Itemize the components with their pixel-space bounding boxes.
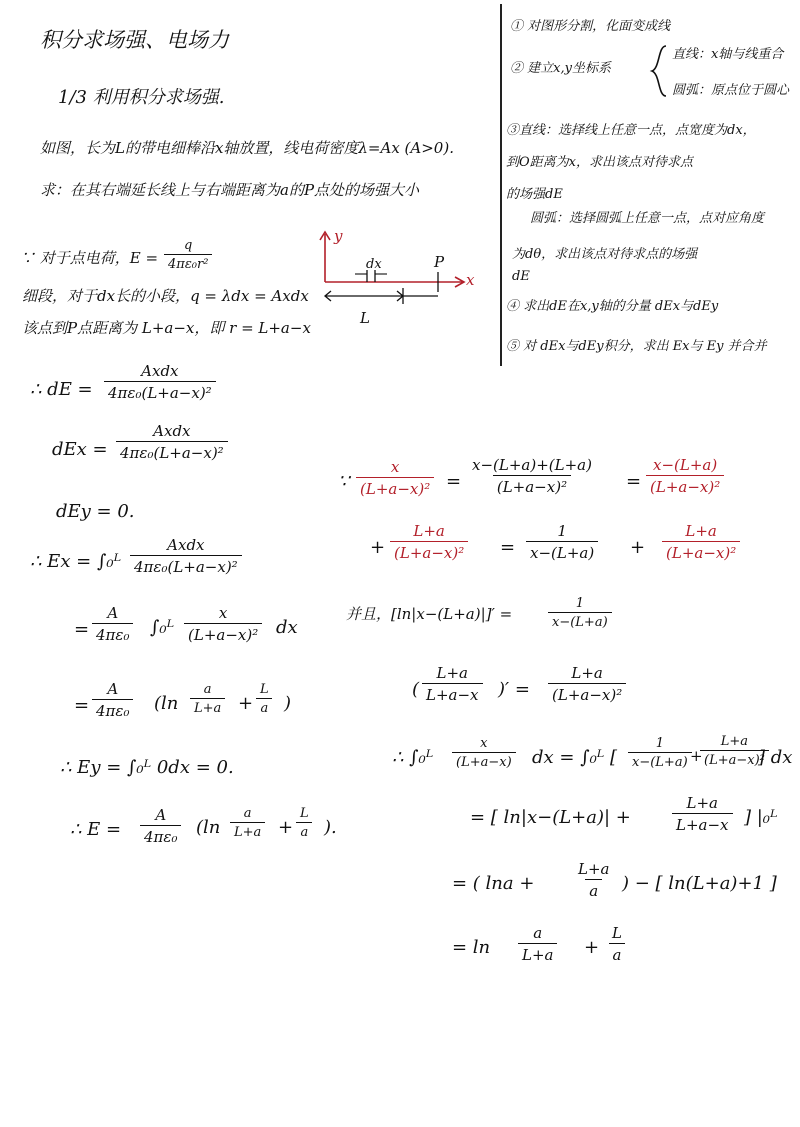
solution-line-1: ∵ 对于点电荷，E =	[20, 249, 159, 267]
method-step-3a: ③直线：选择线上任意一点，点宽度为dx，	[506, 123, 756, 138]
solution-line-2: 细段，对于dx长的小段，q = λdx = Axdx	[22, 287, 309, 305]
deriv-r4-fraction: $\frac{L+a}{L+a-x}$	[422, 664, 483, 704]
deriv-r3: 并且，[ln|x−(L+a)|]′ =	[346, 605, 513, 623]
Ex3-plus: +	[238, 693, 254, 714]
Ex-fraction: Axdx 4πε₀(L+a−x)²	[130, 536, 242, 576]
method-step-2: ② 建立x,y坐标系	[510, 61, 611, 76]
dEy-line: dEy = 0.	[56, 501, 135, 522]
deriv-r6-tail: ] |₀ᴸ	[744, 807, 778, 828]
method-step-4: ④ 求出dE在x,y轴的分量 dEx与dEy	[506, 299, 719, 314]
dE-lhs: ∴ dE =	[30, 379, 93, 400]
deriv-r4b-fraction: $\frac{L+a}{\text{(L+a−x)²}}$	[548, 664, 626, 704]
deriv-r5-tail: ] dx	[758, 747, 793, 768]
dE-fraction: Axdx 4πε₀(L+a−x)²	[104, 362, 216, 402]
method-step-5: ⑤ 对 dEx与dEy积分，求出 Ex与 Ey 并合并	[506, 339, 767, 354]
deriv-r2-fraction: $\frac{L+a}{\text{(L+a−x)²}}$	[390, 522, 468, 562]
E-ln-fraction: $\frac{a}{L+a}$	[230, 806, 265, 840]
Ex2-coef-fraction: $\frac{A}{\text{4πε₀}}$	[92, 604, 133, 644]
diagram-l-label: L	[360, 309, 370, 327]
deriv-r1-eq2: =	[626, 471, 642, 492]
diagram-y-label: y	[334, 227, 343, 245]
E-L-over-a: $\frac{L}{a}$	[296, 806, 313, 840]
deriv-r2-plus2: +	[630, 537, 646, 558]
Ex3-L-over-a: $\frac{L}{a}$	[256, 682, 273, 716]
Ex3-ln-fraction: $\frac{a}{L+a}$	[190, 682, 225, 716]
column-divider	[500, 4, 502, 366]
method-step-2b: 圆弧：原点位于圆心	[672, 83, 790, 98]
E-close: ).	[324, 817, 337, 838]
dEx-lhs: dEx =	[52, 439, 108, 460]
method-step-3b: 到O距离为x，求出该点对待求点	[506, 155, 693, 170]
diagram-dx-label: dx	[366, 257, 382, 272]
solution-line-3: 该点到P点距离为 L+a−x，即 r = L+a−x	[22, 319, 311, 337]
method-step-3c: 的场强dE	[506, 187, 563, 202]
method-step-3d: 圆弧：选择圆弧上任意一点，点对应角度	[530, 211, 765, 226]
Ex3-close: )	[284, 693, 292, 714]
deriv-r2-eq: =	[500, 537, 516, 558]
method-step-2a: 直线：x轴与线重合	[672, 47, 784, 62]
Ex2-dx: dx	[276, 617, 298, 638]
method-step-3f: dE	[512, 269, 530, 284]
deriv-r2c-fraction: $\frac{L+a}{\text{(L+a−x)²}}$	[662, 522, 740, 562]
deriv-r8b-fraction: $\frac{L}{a}$	[608, 924, 626, 964]
deriv-r8-plus: +	[584, 937, 600, 958]
deriv-r3-fraction: $\frac{1}{x-(L+a)}$	[548, 596, 612, 630]
method-step-1: ① 对图形分割，化面变成线	[510, 19, 671, 34]
deriv-r7-tail: ) − [ ln(L+a)+1 ]	[622, 873, 777, 894]
diagram-x-label: x	[466, 271, 475, 289]
deriv-r8-fraction: $\frac{a}{L+a}$	[518, 924, 557, 964]
deriv-r7-lhs: = ( lna +	[452, 873, 535, 894]
diagram-p-label: P	[434, 253, 445, 271]
Ex3-eq: =	[74, 695, 90, 716]
problem-line-2: 求：在其右端延长线上与右端距离为a的P点处的场强大小	[40, 181, 420, 199]
deriv-r2b-fraction: $\frac{1}{x-(L+a)}$	[526, 522, 598, 562]
deriv-r5c-fraction: $\frac{L+a}{\text{(L+a−x)²}}$	[700, 734, 769, 768]
Ex3-ln: (ln	[154, 693, 179, 714]
deriv-r6-fraction: $\frac{L+a}{L+a-x}$	[672, 794, 733, 834]
Ex2-integrand-fraction: $\frac{x}{\text{(L+a−x)²}}$	[184, 604, 262, 644]
section-subtitle: 1/3 利用积分求场强.	[58, 87, 225, 108]
point-charge-fraction: $\frac{q}{\text{4πε₀r²}}$	[164, 238, 212, 272]
method-step-3e: 为dθ，求出该点对待求点的场强	[512, 247, 698, 262]
deriv-r5-fraction: $\frac{x}{(L+a-x)}$	[452, 736, 516, 770]
deriv-r1-pre: ∵	[338, 471, 350, 492]
problem-line-1: 如图，长为L的带电细棒沿x轴放置，线电荷密度λ=Ax (A>0).	[40, 139, 454, 157]
deriv-r8-lhs: = ln	[452, 937, 491, 958]
deriv-r1-eq: =	[446, 471, 462, 492]
deriv-r6-lhs: = [ ln|x−(L+a)| +	[470, 807, 631, 828]
Ex2-eq: =	[74, 619, 90, 640]
deriv-r4-close: )′ =	[498, 679, 530, 700]
deriv-r1c-fraction: $\frac{x-(L+a)}{\text{(L+a−x)²}}$	[646, 456, 724, 496]
Ex3-coef-fraction: $\frac{A}{\text{4πε₀}}$	[92, 680, 133, 720]
page-title: 积分求场强、电场力	[40, 28, 229, 52]
deriv-r5-plus: +	[690, 747, 703, 765]
deriv-r5-mid: dx = ∫₀ᴸ [	[532, 747, 618, 768]
deriv-r1-fraction: $\frac{x}{\text{(L+a−x)²}}$	[356, 458, 434, 498]
Ey-line: ∴ Ey = ∫₀ᴸ 0dx = 0.	[60, 757, 234, 778]
deriv-r7-fraction: $\frac{L+a}{a}$	[578, 860, 610, 900]
deriv-r4-open: (	[412, 679, 420, 700]
Ex2-integral: ∫₀ᴸ	[150, 617, 175, 638]
deriv-r1b-fraction: $\frac{x-(L+a)+(L+a)}{\text{(L+a−x)²}}$	[472, 456, 592, 496]
E-ln: (ln	[196, 817, 221, 838]
E-coef-fraction: $\frac{A}{\text{4πε₀}}$	[140, 806, 181, 846]
deriv-r2-plus: +	[370, 537, 386, 558]
E-plus: +	[278, 817, 294, 838]
brace-icon	[650, 44, 670, 98]
Ex-lhs: ∴ Ex = ∫₀ᴸ	[30, 551, 122, 572]
deriv-r5b-fraction: $\frac{1}{x-(L+a)}$	[628, 736, 692, 770]
dEx-fraction: Axdx 4πε₀(L+a−x)²	[116, 422, 228, 462]
deriv-r5-lhs: ∴ ∫₀ᴸ	[392, 747, 434, 768]
E-lhs: ∴ E =	[70, 819, 122, 840]
